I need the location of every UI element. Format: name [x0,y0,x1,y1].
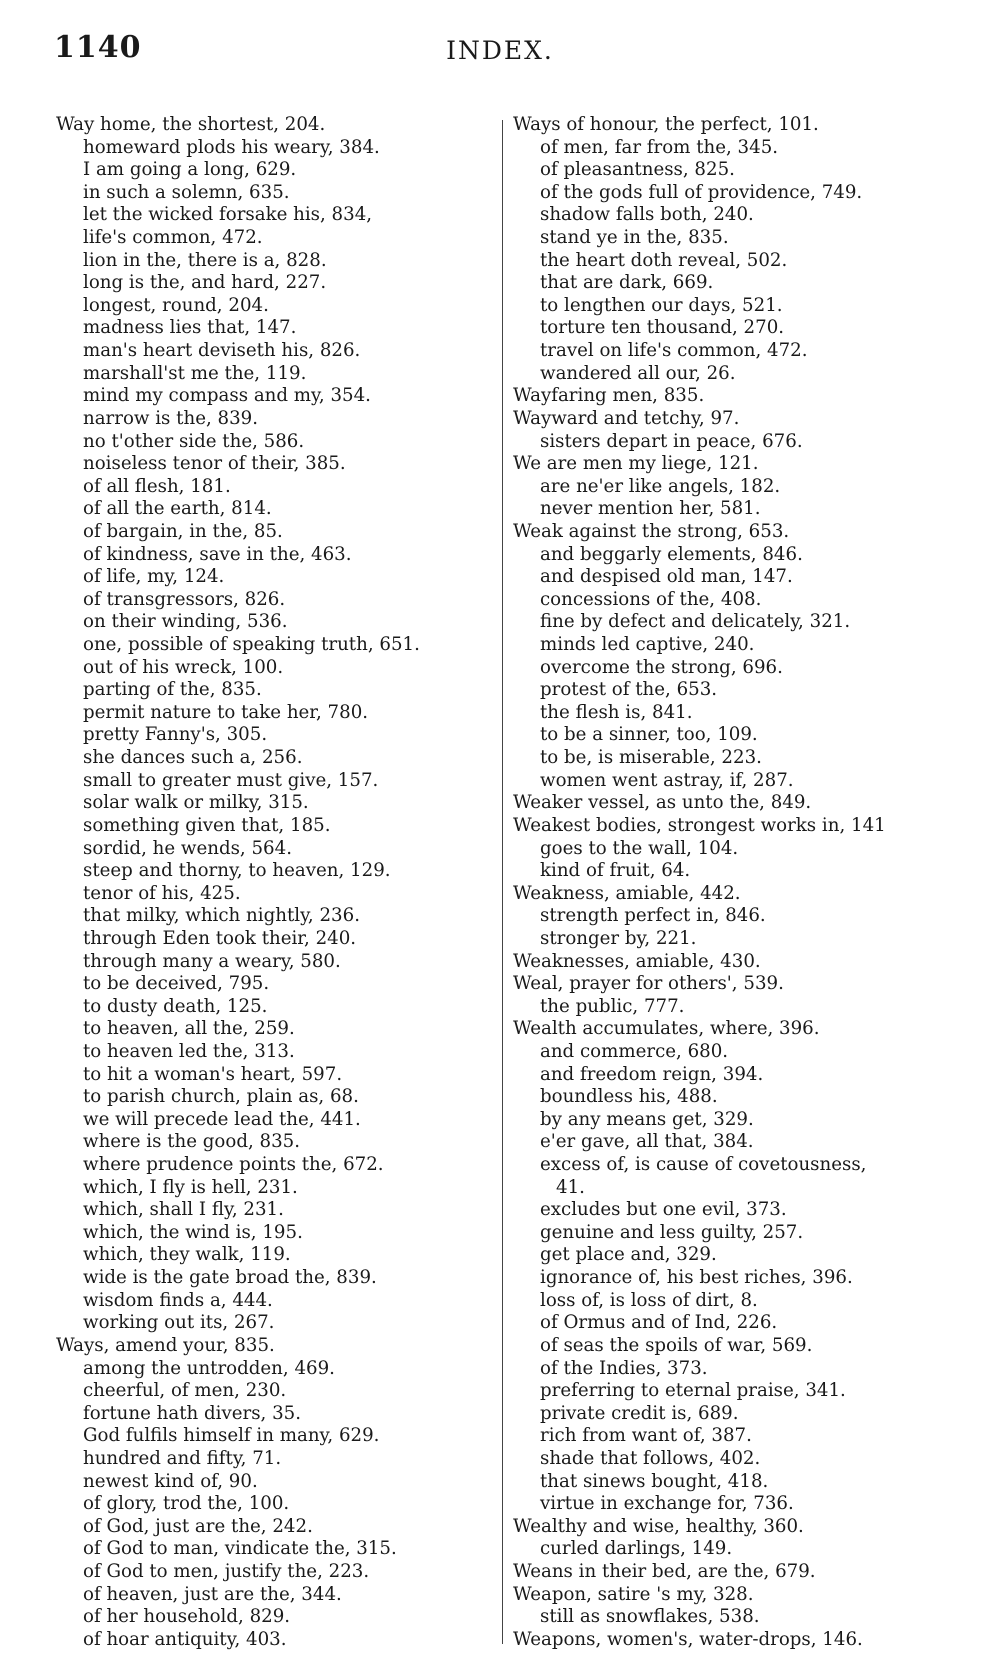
index-subentry: fortune hath divers, 35. [83,1402,302,1424]
index-subentry: I am going a long, 629. [83,159,297,181]
index-subentry: of Ormus and of Ind, 226. [540,1312,778,1334]
index-subentry: of transgressors, 826. [83,588,286,610]
index-subentry: of the gods full of providence, 749. [540,181,863,203]
index-subentry: of seas the spoils of war, 569. [540,1334,813,1356]
index-subentry: e'er gave, all that, 384. [540,1131,754,1153]
index-subentry: God fulfils himself in many, 629. [83,1425,380,1447]
index-subentry: that sinews bought, 418. [540,1470,769,1492]
index-subentry: and freedom reign, 394. [540,1063,764,1085]
index-subentry: stronger by, 221. [540,927,697,949]
index-subentry: parting of the, 835. [83,679,262,701]
index-subentry: shadow falls both, 240. [540,204,754,226]
index-subentry: wide is the gate broad the, 839. [83,1267,377,1289]
index-subentry: virtue in exchange for, 736. [540,1493,794,1515]
index-subentry: tenor of his, 425. [83,882,241,904]
index-subentry: of hoar antiquity, 403. [83,1628,287,1650]
index-subentry: which, I fly is hell, 231. [83,1176,298,1198]
index-entry: Ways of honour, the perfect, 101. [513,114,819,135]
page-title: INDEX. [446,36,554,65]
index-subentry: pretty Fanny's, 305. [83,724,268,746]
index-entry: Weaker vessel, as unto the, 849. [513,792,812,814]
index-subentry: to be, is miserable, 223. [540,747,762,769]
index-subentry: madness lies that, 147. [83,317,297,339]
index-subentry: the flesh is, 841. [540,701,693,723]
index-subentry: never mention her, 581. [540,498,761,520]
index-subentry: of bargain, in the, 85. [83,520,283,542]
index-subentry: newest kind of, 90. [83,1470,258,1492]
index-entry: Wayward and tetchy, 97. [513,407,740,429]
index-subentry: strength perfect in, 846. [540,905,766,927]
index-subentry: private credit is, 689. [540,1402,739,1424]
index-subentry: preferring to eternal praise, 341. [540,1380,846,1402]
index-subentry: narrow is the, 839. [83,407,259,429]
index-subentry: through many a weary, 580. [83,950,341,972]
index-subentry: that milky, which nightly, 236. [83,905,360,927]
index-subentry: cheerful, of men, 230. [83,1380,287,1402]
index-subentry: where prudence points the, 672. [83,1154,384,1176]
index-subentry: steep and thorny, to heaven, 129. [83,860,391,882]
index-subentry: solar walk or milky, 315. [83,792,309,814]
index-subentry: kind of fruit, 64. [540,860,691,882]
index-subentry: protest of the, 653. [540,679,718,701]
index-subentry: in such a solemn, 635. [83,181,290,203]
index-subentry: homeward plods his weary, 384. [83,136,380,158]
index-subentry: which, they walk, 119. [83,1244,291,1266]
index-subentry: of life, my, 124. [83,566,225,588]
index-subentry: sisters depart in peace, 676. [540,430,803,452]
index-subentry: to heaven led the, 313. [83,1040,295,1062]
index-subentry: of her household, 829. [83,1606,291,1628]
index-subentry: excess of, is cause of covetousness, [540,1154,867,1176]
index-subentry: through Eden took their, 240. [83,927,357,949]
index-column-right [513,114,983,1651]
index-subentry: genuine and less guilty, 257. [540,1221,804,1243]
index-entry: Weapon, satire 's my, 328. [513,1583,754,1605]
index-subentry: by any means get, 329. [540,1108,754,1130]
index-subentry: lion in the, there is a, 828. [83,249,327,271]
index-entry: Weak against the strong, 653. [513,520,790,542]
index-subentry: of glory, trod the, 100. [83,1493,290,1515]
index-subentry: to dusty death, 125. [83,995,268,1017]
index-subentry: wandered all our, 26. [540,362,736,384]
index-subentry: which, the wind is, 195. [83,1221,303,1243]
index-entry: Wayfaring men, 835. [513,385,705,407]
index-subentry: no t'other side the, 586. [83,430,305,452]
index-subentry: excludes but one evil, 373. [540,1199,787,1221]
index-subentry: fine by defect and delicately, 321. [540,611,851,633]
index-subentry: minds led captive, 240. [540,634,755,656]
index-subentry: small to greater must give, 157. [83,769,379,791]
index-subentry: permit nature to take her, 780. [83,701,369,723]
index-entry: Weal, prayer for others', 539. [513,973,784,995]
index-entry: Ways, amend your, 835. [56,1334,275,1356]
index-subentry: stand ye in the, 835. [540,227,729,249]
index-subentry: the heart doth reveal, 502. [540,249,788,271]
page-number: 1140 [54,30,142,65]
index-subentry: of all flesh, 181. [83,475,231,497]
index-subentry: among the untrodden, 469. [83,1357,335,1379]
index-subentry: life's common, 472. [83,227,263,249]
index-subentry: wisdom finds a, 444. [83,1289,273,1311]
index-subentry: working out its, 267. [83,1312,275,1334]
index-subentry: hundred and fifty, 71. [83,1447,282,1469]
index-subentry: and despised old man, 147. [540,566,793,588]
index-subentry: ignorance of, his best riches, 396. [540,1267,853,1289]
index-entry: Wealthy and wise, healthy, 360. [513,1515,804,1537]
index-column-left [56,114,501,1651]
index-subentry: and commerce, 680. [540,1040,729,1062]
index-subentry: of all the earth, 814. [83,498,272,520]
index-entry: Wealth accumulates, where, 396. [513,1018,820,1040]
index-subentry: loss of, is loss of dirt, 8. [540,1289,758,1311]
index-entry: Weakest bodies, strongest works in, 141 [513,814,886,836]
index-subentry: that are dark, 669. [540,272,714,294]
index-entry: Weakness, amiable, 442. [513,882,741,904]
index-entry: Weans in their bed, are the, 679. [513,1561,816,1582]
index-subentry: rich from want of, 387. [540,1425,752,1447]
index-subentry: women went astray, if, 287. [540,769,794,791]
index-subentry: to hit a woman's heart, 597. [83,1063,343,1085]
column-divider [502,120,503,1644]
index-subentry: of heaven, just are the, 344. [83,1583,342,1605]
index-subentry: get place and, 329. [540,1244,717,1266]
index-subentry: are ne'er like angels, 182. [540,475,781,497]
index-subentry: mind my compass and my, 354. [83,385,371,407]
index-entry: We are men my liege, 121. [513,453,759,475]
index-subentry: long is the, and hard, 227. [83,272,327,294]
index-subentry: of God, just are the, 242. [83,1515,313,1537]
index-subentry: torture ten thousand, 270. [540,317,785,339]
index-subentry: overcome the strong, 696. [540,656,783,678]
index-entry: Weapons, women's, water-drops, 146. [513,1628,863,1650]
index-subentry: curled darlings, 149. [540,1538,733,1560]
index-subentry: to be a sinner, too, 109. [540,724,758,746]
index-subentry: of the Indies, 373. [540,1357,708,1379]
index-subentry: boundless his, 488. [540,1086,718,1108]
index-subentry: shade that follows, 402. [540,1447,761,1469]
index-subentry: man's heart deviseth his, 826. [83,340,361,362]
index-subentry: she dances such a, 256. [83,747,303,769]
index-subentry: we will precede lead the, 441. [83,1108,361,1130]
index-subentry: on their winding, 536. [83,611,288,633]
index-entry: Way home, the shortest, 204. [56,114,326,135]
index-subentry: sordid, he wends, 564. [83,837,292,859]
index-subentry: concessions of the, 408. [540,588,762,610]
index-subentry: and beggarly elements, 846. [540,543,803,565]
index-subentry: of God to man, vindicate the, 315. [83,1538,397,1560]
index-subentry: one, possible of speaking truth, 651. [83,634,420,656]
index-subentry: of pleasantness, 825. [540,159,735,181]
index-subentry: goes to the wall, 104. [540,837,739,859]
index-subentry: of kindness, save in the, 463. [83,543,352,565]
index-subentry: to heaven, all the, 259. [83,1018,295,1040]
index-subentry: 41. [556,1176,585,1198]
index-subentry: noiseless tenor of their, 385. [83,453,346,475]
index-subentry: longest, round, 204. [83,294,269,316]
index-subentry: the public, 777. [540,995,685,1017]
index-subentry: out of his wreck, 100. [83,656,284,678]
index-subentry: still as snowflakes, 538. [540,1606,760,1628]
index-entry: Weaknesses, amiable, 430. [513,950,761,972]
index-subentry: to parish church, plain as, 68. [83,1086,359,1108]
index-subentry: to lengthen our days, 521. [540,294,783,316]
index-subentry: which, shall I fly, 231. [83,1199,284,1221]
index-subentry: of men, far from the, 345. [540,136,779,158]
index-subentry: something given that, 185. [83,814,331,836]
index-subentry: where is the good, 835. [83,1131,301,1153]
index-subentry: marshall'st me the, 119. [83,362,307,384]
index-subentry: to be deceived, 795. [83,973,270,995]
index-subentry: travel on life's common, 472. [540,340,808,362]
index-subentry: of God to men, justify the, 223. [83,1561,370,1582]
index-subentry: let the wicked forsake his, 834, [83,204,373,226]
